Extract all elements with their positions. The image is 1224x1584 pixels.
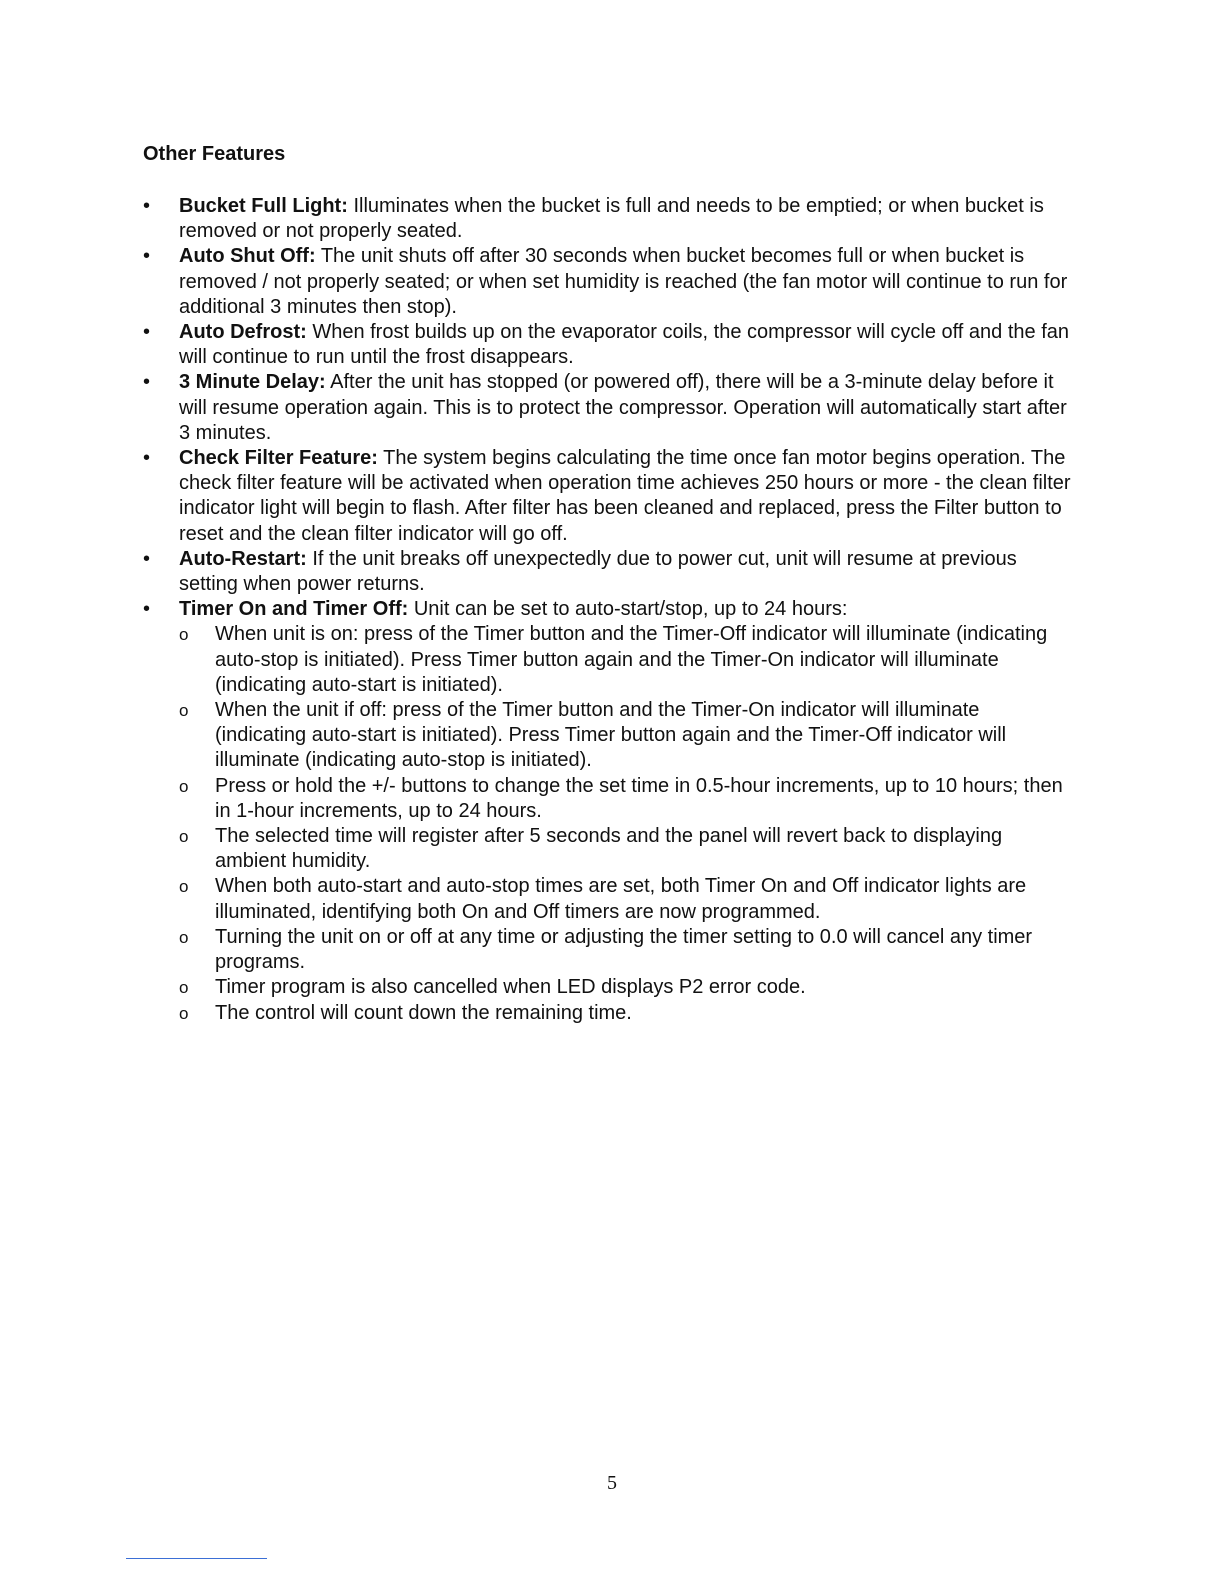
feature-item-auto-shut-off bbox=[143, 244, 1073, 320]
feature-text: Illuminates when the bucket is full and needs to be emptied; or when bucket is removed or not properly seated. bbox=[179, 195, 1044, 243]
feature-item-auto-defrost bbox=[143, 320, 1073, 370]
sub-bullet-icon: o bbox=[179, 827, 189, 847]
feature-term: Auto-Restart: bbox=[179, 547, 307, 570]
timer-subitem-text: The control will count down the remaining time. bbox=[215, 1001, 632, 1024]
timer-sublist bbox=[179, 622, 1073, 1025]
feature-item-auto-restart bbox=[143, 547, 1073, 597]
bullet-icon: • bbox=[143, 371, 151, 394]
timer-subitem bbox=[179, 698, 1073, 774]
timer-subitem bbox=[179, 774, 1073, 824]
timer-subitem-text: When the unit if off: press of the Timer button and the Timer-On indicator will illuminate (indicating auto-start is initiated). Press Timer button again and the Timer-Off indicator will illuminate (indicating auto-stop is initiated). bbox=[215, 699, 1007, 772]
timer-subitem bbox=[179, 975, 1073, 1000]
timer-subitem bbox=[179, 622, 1073, 698]
bullet-icon: • bbox=[143, 447, 151, 470]
timer-subitem-text: When unit is on: press of the Timer button and the Timer-Off indicator will illuminate (indicating auto-stop is initiated). Press Timer button again and the Timer-On indicator will illuminate (indicating auto-start is initiated). bbox=[215, 623, 1048, 696]
page-content bbox=[143, 142, 1073, 1026]
feature-text: If the unit breaks off unexpectedly due to power cut, unit will resume at previous setting when power returns. bbox=[179, 547, 1017, 596]
feature-item-3-minute-delay bbox=[143, 370, 1073, 446]
feature-list bbox=[143, 194, 1073, 1026]
timer-subitem-text: Turning the unit on or off at any time or adjusting the timer setting to 0.0 will cancel any timer programs. bbox=[215, 925, 1033, 974]
sub-bullet-icon: o bbox=[179, 1003, 189, 1023]
feature-text: Unit can be set to auto-start/stop, up to 24 hours: bbox=[408, 598, 848, 621]
bullet-icon: • bbox=[143, 321, 151, 344]
feature-text: The unit shuts off after 30 seconds when bucket becomes full or when bucket is removed / not properly seated; or when set humidity is reached (the fan motor will continue to run for additional 3 minutes then stop). bbox=[179, 245, 1068, 318]
page-number: 5 bbox=[607, 1472, 617, 1494]
bullet-icon: • bbox=[143, 598, 151, 621]
sub-bullet-icon: o bbox=[179, 776, 189, 796]
sub-bullet-icon: o bbox=[179, 978, 189, 998]
feature-term: Check Filter Feature: bbox=[179, 447, 378, 470]
footer-divider bbox=[126, 1558, 267, 1559]
sub-bullet-icon: o bbox=[179, 701, 189, 721]
timer-subitem-text: Press or hold the +/- buttons to change the set time in 0.5-hour increments, up to 10 hours; then in 1-hour increments, up to 24 hours. bbox=[215, 774, 1063, 822]
sub-bullet-icon: o bbox=[179, 877, 189, 897]
feature-term: Timer On and Timer Off: bbox=[179, 598, 409, 621]
feature-text: When frost builds up on the evaporator coils, the compressor will cycle off and the fan will continue to run until the frost disappears. bbox=[179, 321, 1070, 369]
feature-item-timer bbox=[143, 597, 1073, 1025]
timer-subitem bbox=[179, 1001, 1073, 1026]
timer-subitem-text: The selected time will register after 5 seconds and the panel will revert back to displaying ambient humidity. bbox=[215, 825, 1003, 873]
feature-term: 3 Minute Delay: bbox=[179, 371, 326, 394]
timer-subitem bbox=[179, 925, 1073, 975]
bullet-icon: • bbox=[143, 245, 151, 268]
feature-text: After the unit has stopped (or powered off), there will be a 3-minute delay before it will resume operation again. This is to protect the compressor. Operation will automatically start after 3 minutes. bbox=[179, 371, 1067, 444]
section-heading: Other Features bbox=[143, 143, 286, 165]
feature-term: Auto Shut Off: bbox=[179, 245, 316, 268]
timer-subitem bbox=[179, 824, 1073, 874]
feature-term: Auto Defrost: bbox=[179, 321, 307, 344]
sub-bullet-icon: o bbox=[179, 625, 189, 645]
feature-item-check-filter bbox=[143, 446, 1073, 547]
timer-subitem-text: When both auto-start and auto-stop times are set, both Timer On and Off indicator lights are illuminated, identifying both On and Off timers are now programmed. bbox=[215, 875, 1027, 923]
feature-item-bucket-full-light bbox=[143, 194, 1073, 244]
timer-subitem-text: Timer program is also cancelled when LED displays P2 error code. bbox=[215, 976, 806, 999]
bullet-icon: • bbox=[143, 547, 151, 570]
sub-bullet-icon: o bbox=[179, 927, 189, 947]
feature-term: Bucket Full Light: bbox=[179, 195, 348, 217]
feature-text: The system begins calculating the time once fan motor begins operation. The check filter feature will be activated when operation time achieves 250 hours or more - the clean filter indicator light will begin to flash. After filter has been cleaned and replaced, press the Filter button to reset and the clean filter indicator will go off. bbox=[179, 447, 1071, 545]
bullet-icon: • bbox=[143, 195, 151, 217]
timer-subitem bbox=[179, 874, 1073, 924]
